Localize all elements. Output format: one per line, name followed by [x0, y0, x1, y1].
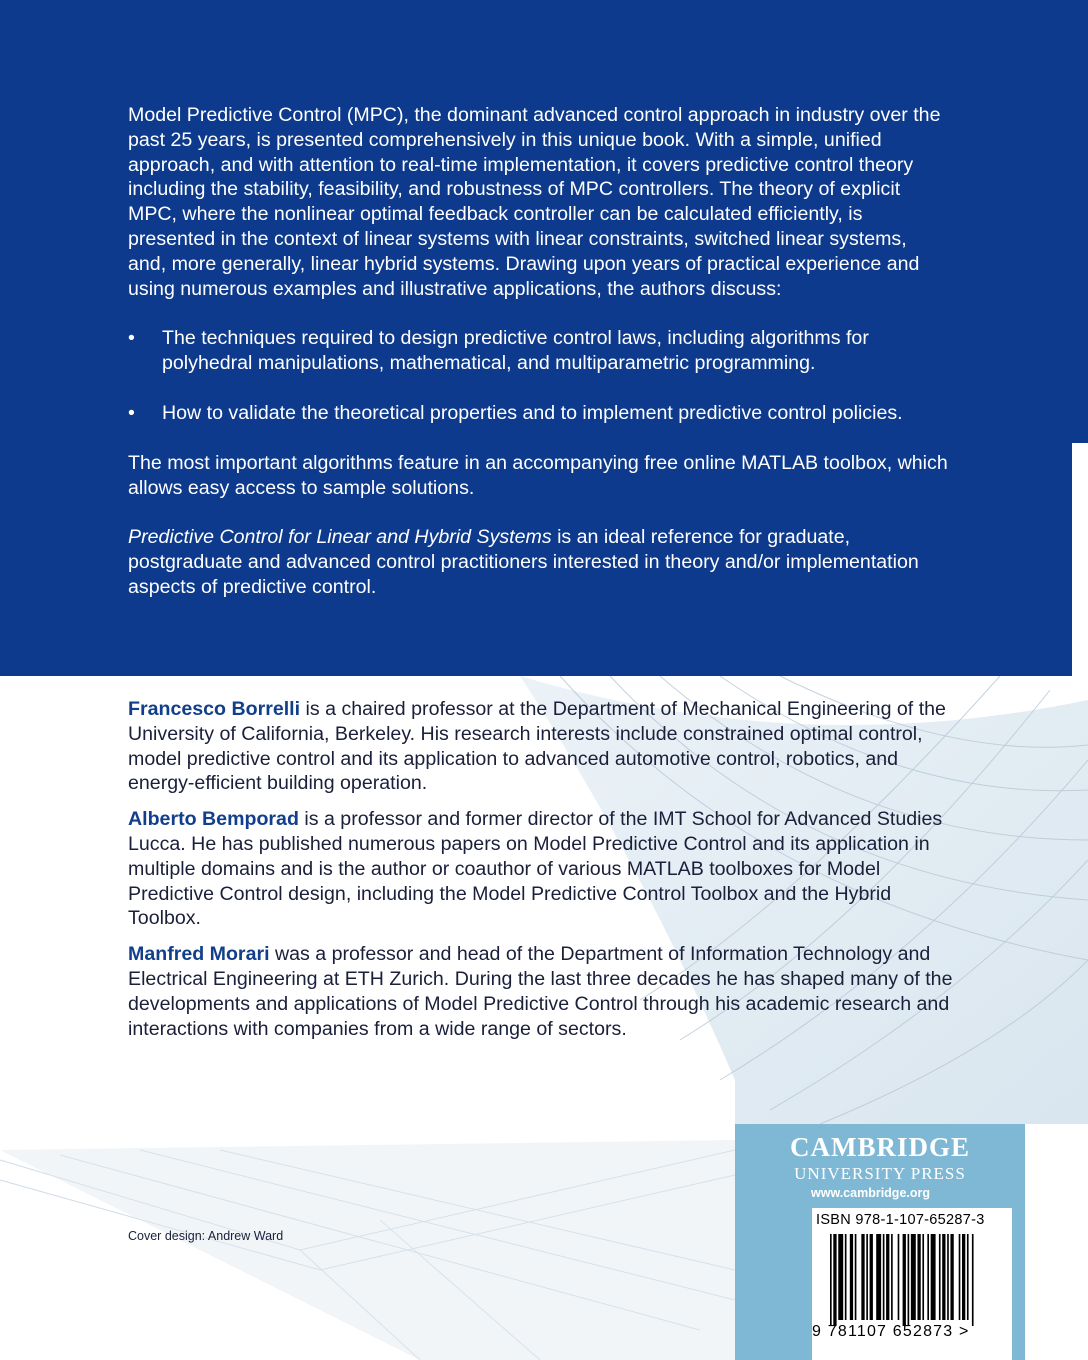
barcode-digits: 9 781107 652873 >: [812, 1323, 970, 1340]
barcode-bar: [911, 1234, 916, 1320]
barcode-bar: [908, 1234, 910, 1326]
cover-design-credit: Cover design: Andrew Ward: [128, 1229, 284, 1243]
list-item-text: The techniques required to design predictive control laws, including algorithms for polyhedral manipulations, mathematical, and multiparametric programming.: [162, 327, 869, 375]
book-description: [128, 103, 948, 625]
author-bios: [128, 697, 958, 1052]
barcode-bar: [972, 1234, 974, 1326]
barcode-bar: [891, 1234, 893, 1320]
barcode-bar: [917, 1234, 920, 1320]
blurb-panel-edge: [1072, 0, 1088, 443]
topic-list: [128, 326, 948, 425]
bullet-icon: •: [128, 327, 135, 350]
barcode-bar: [850, 1234, 853, 1320]
author-bio-text: is a professor and former director of the IMT School for Advanced Studies Lucca. He has published numerous papers on Model Predictive Control and its application in multiple domains and is the author or coauthor of various MATLAB toolboxes for Model Predictive Control design, including the Model Predictive Control Toolbox and the Hybrid Toolbox.: [128, 808, 943, 930]
barcode-bar: [962, 1234, 965, 1320]
barcode-bar: [830, 1234, 832, 1326]
audience-text: is an ideal reference for graduate, postgraduate and advanced control practitioners interested in theory and/or implementation aspects of predictive control.: [128, 526, 919, 598]
barcode-bar: [942, 1234, 945, 1320]
author-bio-text: is a chaired professor at the Department of Mechanical Engineering of the University of California, Berkeley. His research interests include constrained optimal control, model predictive control and its application to advanced automotive control, robotics, and energy-efficient building operation.: [128, 698, 946, 795]
list-item: [128, 326, 948, 376]
publisher-logo: CAMBRIDGE: [789, 1132, 970, 1162]
barcode-bar: [845, 1234, 847, 1320]
barcode-bar: [922, 1234, 924, 1320]
barcode-bar: [838, 1234, 843, 1320]
toolbox-paragraph: The most important algorithms feature in an accompanying free online MATLAB toolbox, which allows easy access to sample solutions.: [128, 451, 948, 499]
barcode-bar: [870, 1234, 873, 1320]
barcode-bar: [931, 1234, 936, 1320]
barcode-bar: [876, 1234, 881, 1320]
barcode-bar: [833, 1234, 836, 1326]
author-name: Francesco Borrelli: [128, 698, 301, 720]
barcode-bar: [898, 1234, 900, 1320]
author-name: Alberto Bemporad: [128, 808, 299, 831]
barcode-bar: [855, 1234, 857, 1320]
barcode-bar: [866, 1234, 868, 1320]
barcode-bar: [927, 1234, 929, 1320]
barcode-bar: [939, 1234, 941, 1320]
barcode-bar: [950, 1234, 953, 1320]
barcode-bar: [861, 1234, 864, 1320]
barcode-bar: [886, 1234, 889, 1320]
publisher-url: www.cambridge.org: [811, 1186, 931, 1200]
isbn-label: ISBN 978-1-107-65287-3: [816, 1212, 985, 1228]
list-item: [128, 401, 948, 426]
publisher-subtitle: UNIVERSITY PRESS: [794, 1164, 966, 1183]
barcode-bar: [959, 1234, 961, 1320]
barcode-bar: [947, 1234, 949, 1320]
audience-paragraph: [128, 525, 948, 599]
author-bio: [128, 697, 958, 796]
barcode-block: [812, 1208, 1012, 1360]
barcode-bar: [883, 1234, 885, 1320]
description-paragraph: Model Predictive Control (MPC), the dominant advanced control approach in industry over the past 25 years, is presented comprehensively in this unique book. With a simple, unified approach, and with attention to real-time implementation, it covers predictive control theory including the stability, feasibility, and robustness of MPC controllers. The theory of explicit MPC, where the nonlinear optimal feedback controller can be calculated efficiently, is presented in the context of linear systems with linear constraints, switched linear systems, and, more generally, linear hybrid systems. Drawing upon years of practical experience and using numerous examples and illustrative applications, the authors discuss:: [128, 104, 941, 300]
bullet-icon: •: [128, 401, 135, 424]
author-bio: [128, 807, 958, 931]
author-bio-text: was a professor and head of the Department of Information Technology and Electrical Engineering at ETH Zurich. During the last three decades he has shaped many of the developments and applications of Model Predictive Control through his academic research and interactions with companies from a wide range of sectors.: [128, 943, 953, 1040]
barcode-bar: [967, 1234, 969, 1320]
author-bio: [128, 942, 958, 1041]
author-name: Manfred Morari: [128, 943, 270, 966]
list-item-text: How to validate the theoretical properties and to implement predictive control policies.: [162, 401, 903, 424]
book-title: Predictive Control for Linear and Hybrid Systems: [128, 526, 552, 549]
barcode-bar: [903, 1234, 906, 1326]
